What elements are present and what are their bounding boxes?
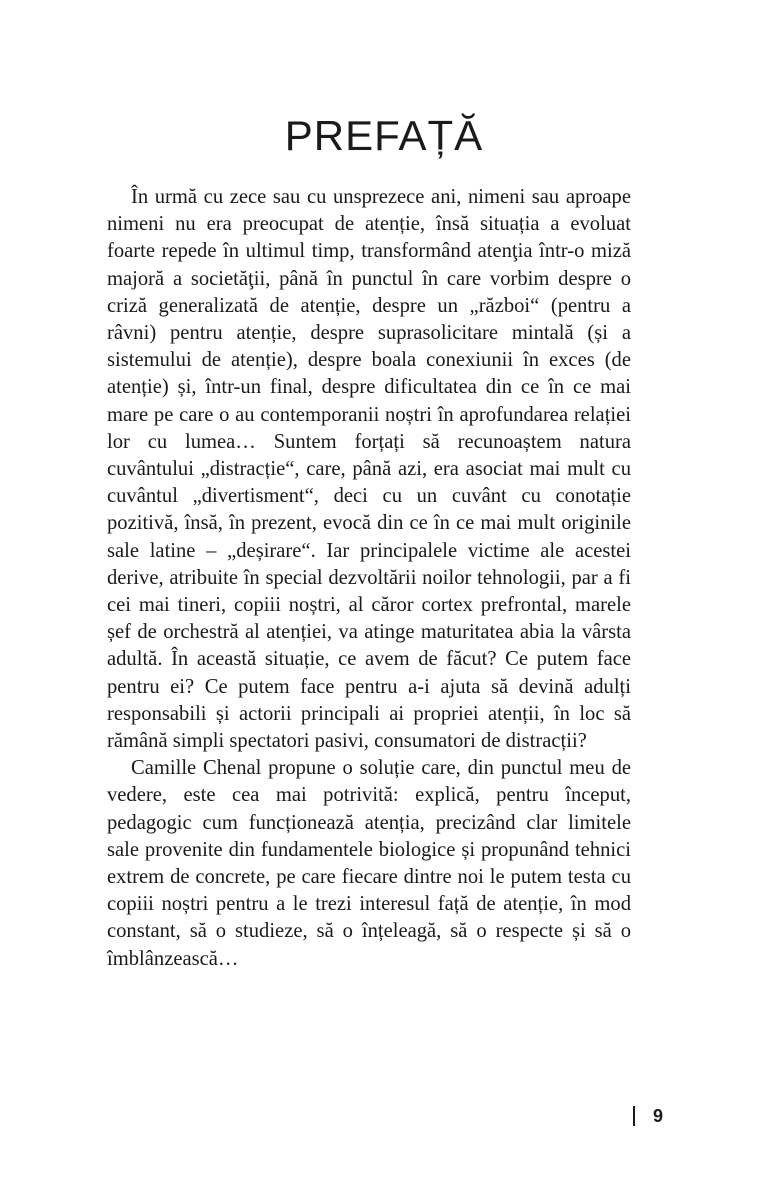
page-folio <box>633 1104 663 1128</box>
body-text <box>107 184 631 973</box>
paragraph: Camille Chenal propune o soluție care, din punctul meu de vedere, este cea mai potrivită: explică, pentru început, pedagogic cum funcționează atenția, precizând clar limitele sale provenite din fundamentele biologice și propunând tehnici extrem de concrete, pe care fiecare dintre noi le putem testa cu copiii noștri pentru a le trezi interesul față de atenție, în mod constant, să o studieze, să o înțeleagă, să o respecte și să o îmblânzească… <box>107 757 631 970</box>
paragraph: În urmă cu zece sau cu unsprezece ani, nimeni sau aproape nimeni nu era preocupat de atenție, însă situația a evoluat foarte repede în ultimul timp, transformând atenţia într-o miză majoră a societăţii, până în punctul în care vorbim despre o criză generalizată de atenție, despre un „război“ (pentru a râvni) pentru atenție, despre suprasolicitare mintală (și a sistemului de atenție), despre boala conexiunii în exces (de atenție) și, într-un final, despre dificultatea din ce în ce mai mare pe care o au contemporanii noștri în aprofundarea relației lor cu lumea… Suntem forțați să recunoaștem natura cuvântului „distracție“, care, până azi, era asociat mai mult cu cuvântul „divertisment“, deci cu un cuvânt cu conotație pozitivă, însă, în prezent, evocă din ce în ce mai mult originile sale latine – „deșirare“. Iar principalele victime ale acestei derive, atribuite în special dezvoltării noilor tehnologii, par a fi cei mai tineri, copiii noștri, al căror cortex prefrontal, marele șef de orchestră al atenției, va atinge maturitatea abia la vârsta adultă. În această situație, ce avem de făcut? Ce putem face pentru ei? Ce putem face pentru a-i ajuta să devină adulți responsabili și actorii principali ai propriei atenții, în loc să rămână simpli spectatori pasivi, consumatori de distracții? <box>107 186 631 753</box>
page-number: 9 <box>653 1105 664 1126</box>
page-title: PREFAȚĂ <box>284 112 484 159</box>
folio-divider <box>633 1106 635 1126</box>
